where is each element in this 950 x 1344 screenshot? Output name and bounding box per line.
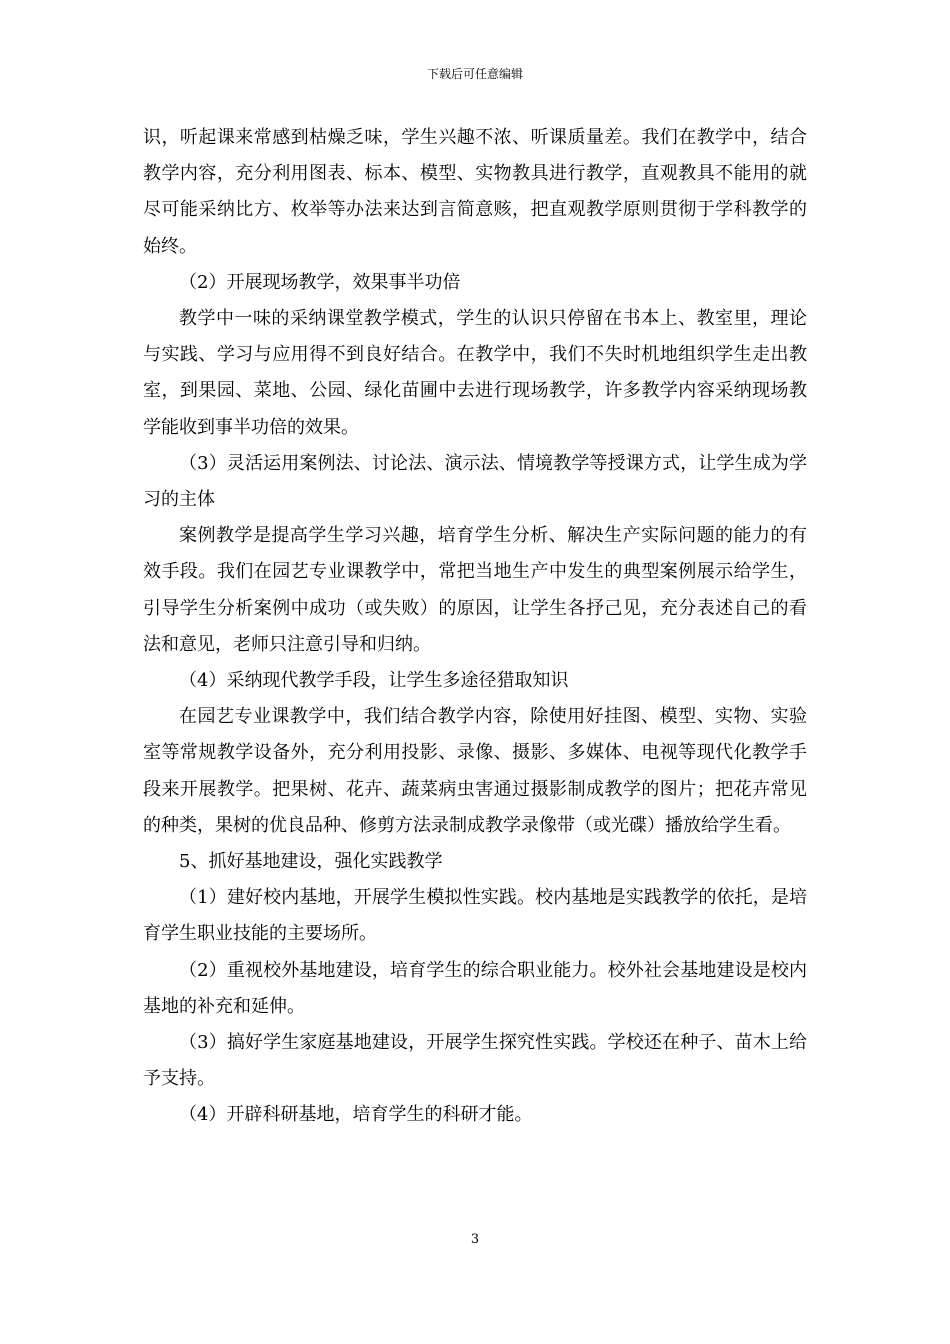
section-heading: 5、抓好基地建设，强化实践教学 bbox=[179, 851, 443, 873]
page-header: 下载后可任意编辑 bbox=[426, 67, 523, 81]
paragraph: （1）建好校内基地，开展学生模拟性实践。校内基地是实践教学的依托，是培育学生职业技能的主要场所。 bbox=[143, 887, 807, 945]
paragraph: （3）搞好学生家庭基地建设，开展学生探究性实践。学校还在种子、苗木上给予支持。 bbox=[143, 1032, 807, 1090]
page-number: 3 bbox=[470, 1232, 480, 1247]
section-heading: （2）开展现场教学，效果事半功倍 bbox=[179, 271, 461, 293]
section-heading: （3）灵活运用案例法、讨论法、演示法、情境教学等授课方式，让学生成为学习的主体 bbox=[143, 452, 807, 511]
paragraph: 教学中一味的采纳课堂教学模式，学生的认识只停留在书本上、教室里，理论与实践、学习与应用得不到良好结合。在教学中，我们不失时机地组织学生走出教室，到果园、菜地、公园、绿化苗圃中去进行现场教学，许多教学内容采纳现场教学能收到事半功倍的效果。 bbox=[143, 308, 807, 438]
paragraph: （2）重视校外基地建设，培育学生的综合职业能力。校外社会基地建设是校内基地的补充和延伸。 bbox=[143, 959, 807, 1017]
paragraph: （4）开辟科研基地，培育学生的科研才能。 bbox=[179, 1104, 533, 1126]
paragraph: 在园艺专业课教学中，我们结合教学内容，除使用好挂图、模型、实物、实验室等常规教学设备外，充分利用投影、录像、摄影、多媒体、电视等现代化教学手段来开展教学。把果树、花卉、蔬菜病虫害通过摄影制成教学的图片；把花卉常见的种类，果树的优良品种、修剪方法录制成教学录像带（或光碟）播放给学生看。 bbox=[143, 706, 807, 836]
paragraph: 识，听起课来常感到枯燥乏味，学生兴趣不浓、听课质量差。我们在教学中，结合教学内容，充分利用图表、标本、模型、实物教具进行教学，直观教具不能用的就尽可能采纳比方、枚举等办法来达到言简意赅，把直观教学原则贯彻于学科教学的始终。 bbox=[143, 127, 807, 257]
paragraph: 案例教学是提高学生学习兴趣，培育学生分析、解决生产实际问题的能力的有效手段。我们在园艺专业课教学中，常把当地生产中发生的典型案例展示给学生，引导学生分析案例中成功（或失败）的原因，让学生各抒己见，充分表述自己的看法和意见，老师只注意引导和归纳。 bbox=[143, 525, 807, 655]
section-heading: （4）采纳现代教学手段，让学生多途径猎取知识 bbox=[179, 670, 569, 692]
body-text bbox=[143, 120, 807, 1134]
